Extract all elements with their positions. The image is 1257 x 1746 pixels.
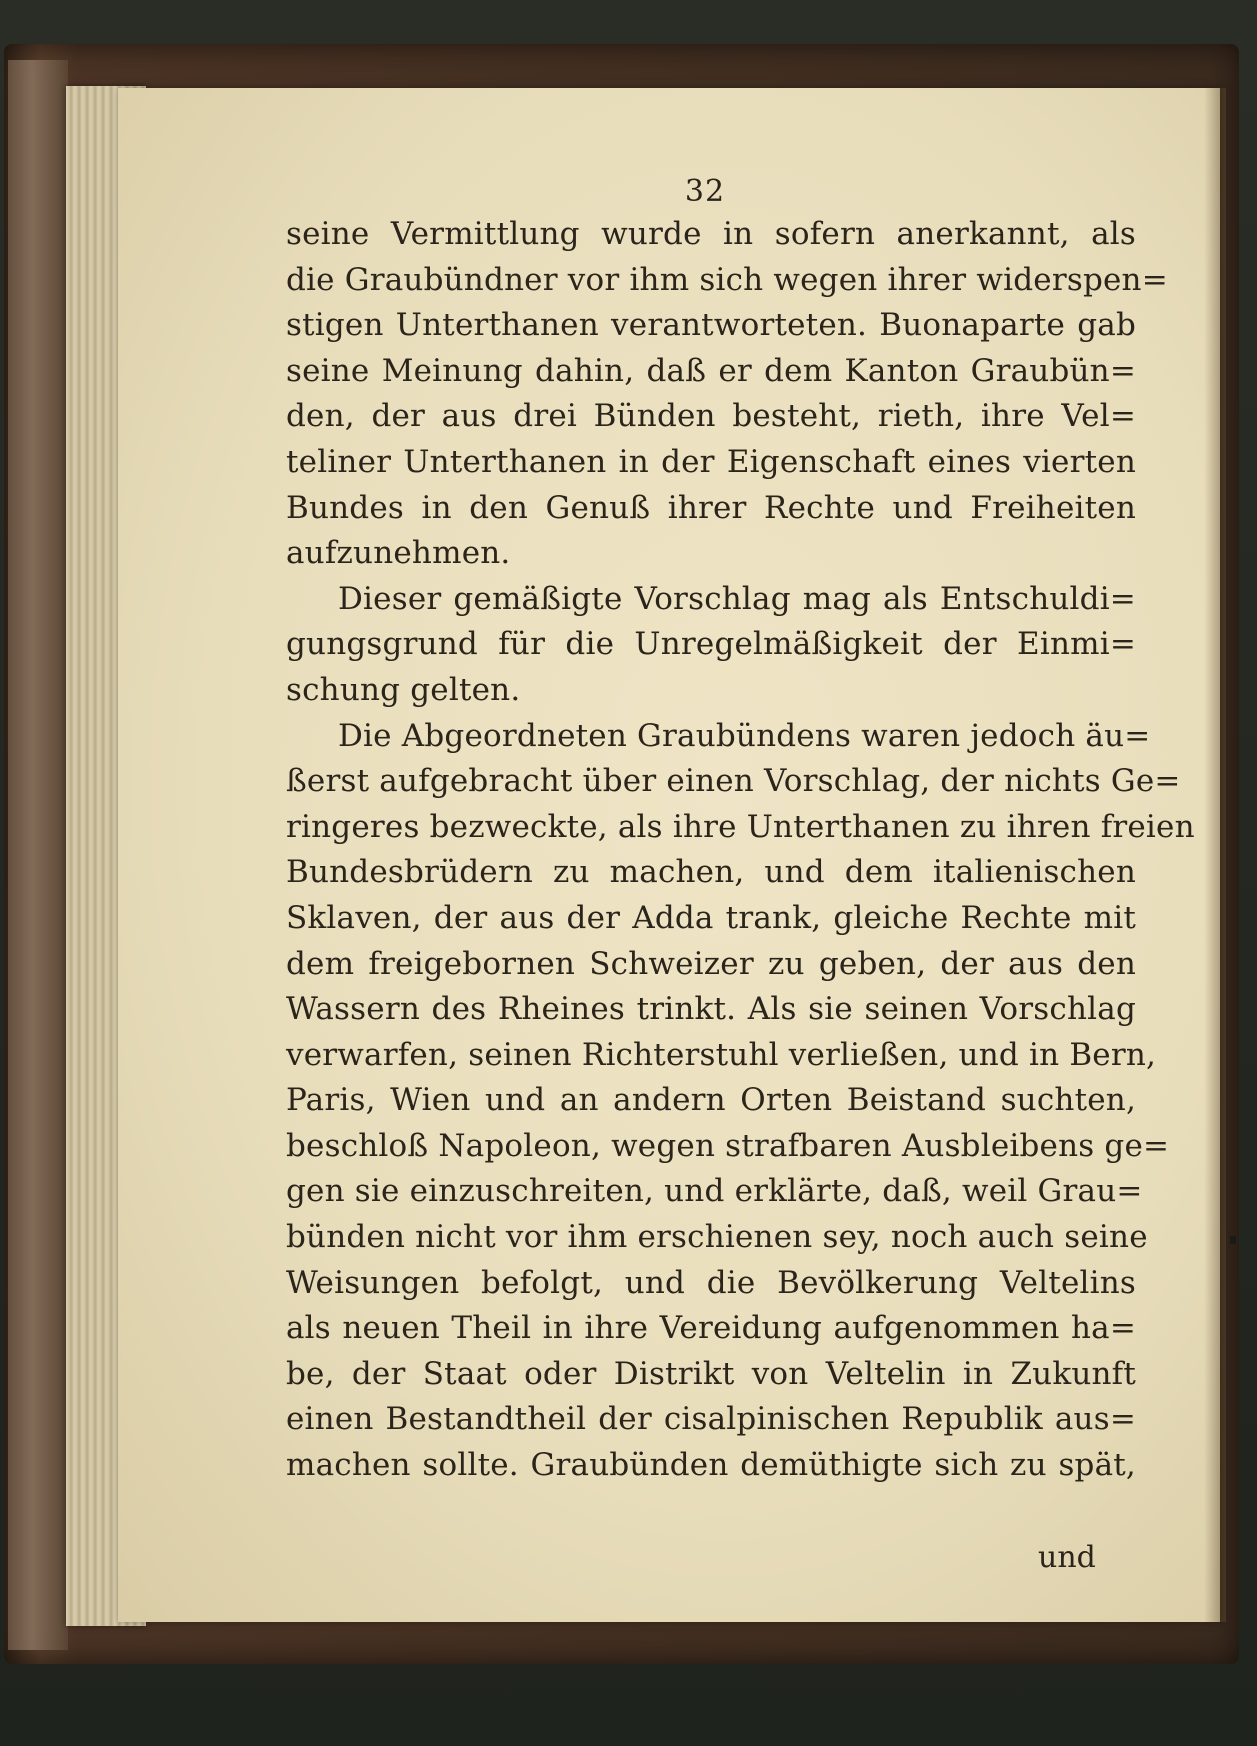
text-line: Sklaven, der aus der Adda trank, gleiche Rechte mit: [286, 899, 1136, 936]
text-line: Wassern des Rheines trinkt. Als sie seinen Vorschlag: [286, 991, 1136, 1028]
text-line: einen Bestandtheil der cisalpinischen Republik aus=: [286, 1401, 1136, 1438]
text-line: als neuen Theil in ihre Vereidung aufgenommen ha=: [286, 1310, 1136, 1347]
text-line: schung gelten.: [286, 671, 521, 708]
text-line: seine Meinung dahin, daß er dem Kanton Graubün=: [286, 352, 1136, 389]
text-line: Die Abgeordneten Graubündens waren jedoch äu=: [338, 717, 1151, 754]
text-line: seine Vermittlung wurde in sofern anerkannt, als: [286, 216, 1136, 252]
text-line: beschloß Napoleon, wegen strafbaren Ausbleibens ge=: [286, 1127, 1170, 1164]
text-line: Bundes in den Genuß ihrer Rechte und Freiheiten: [286, 489, 1136, 526]
text-line: gungsgrund für die Unregelmäßigkeit der Einmi=: [286, 626, 1136, 663]
text-line: bünden nicht vor ihm erschienen sey, noch auch seine: [286, 1219, 1148, 1256]
text-line: gen sie einzuschreiten, und erklärte, daß, weil Grau=: [286, 1173, 1143, 1210]
page-number: 32: [684, 174, 726, 209]
text-line: ringeres bezweckte, als ihre Unterthanen zu ihren freien: [286, 808, 1195, 845]
text-line: dem freigebornen Schweizer zu geben, der aus den: [286, 945, 1136, 982]
text-lines: [286, 212, 1195, 1489]
text-line: teliner Unterthanen in der Eigenschaft eines vierten: [286, 443, 1136, 480]
text-line: die Graubündner vor ihm sich wegen ihrer widerspen=: [286, 261, 1168, 298]
page-text: [286, 174, 1195, 1489]
text-line: den, der aus drei Bünden besteht, rieth, ihre Vel=: [286, 398, 1136, 435]
cover-edge: [8, 60, 68, 1650]
text-line: Weisungen befolgt, und die Bevölkerung Veltelins: [286, 1264, 1136, 1301]
binding-mark: [1230, 1236, 1236, 1244]
text-line: Bundesbrüdern zu machen, und dem italienischen: [286, 854, 1136, 891]
text-line: ßerst aufgebracht über einen Vorschlag, der nichts Ge=: [286, 763, 1181, 800]
text-line: Paris, Wien und an andern Orten Beistand suchten,: [286, 1082, 1136, 1119]
text-line: verwarfen, seinen Richterstuhl verließen, und in Bern,: [286, 1036, 1157, 1073]
text-line: aufzunehmen.: [286, 535, 511, 572]
text-line: machen sollte. Graubünden demüthigte sich zu spät,: [286, 1447, 1136, 1484]
text-line: Dieser gemäßigte Vorschlag mag als Entschuldi=: [338, 580, 1136, 617]
catchword: und: [1038, 1540, 1096, 1575]
gutter-shadow: [1204, 88, 1226, 1622]
text-line: stigen Unterthanen verantworteten. Buonaparte gab: [286, 307, 1136, 344]
text-line: be, der Staat oder Distrikt von Veltelin in Zukunft: [286, 1355, 1136, 1392]
